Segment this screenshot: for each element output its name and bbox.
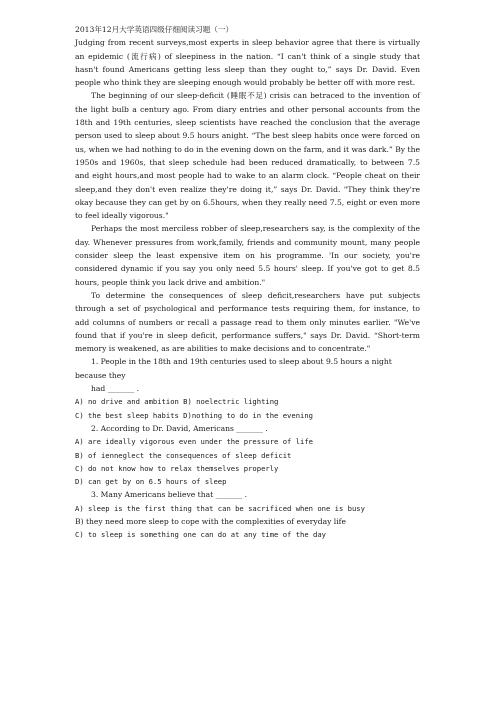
question-3-option-c: C) to sleep is something one can do at any time of the day [75, 530, 326, 540]
paragraph-4: To determine the consequences of sleep deficit,researchers have put subjects through a set of psychological and performance tests requiring them, for instance, to add columns of numbers or recall a passage read to them only minutes earlier. "We've found that if you're in sleep deficit, performance suffers," says Dr. David. “Short-term memory is weakened, as are abilities to make decisions and to concentrate." [75, 290, 420, 354]
question-2-option-b: B) of ienneglect the consequences of sleep deficit [75, 450, 292, 460]
question-1-option-line-1: A) no drive and ambition B) noelectric lighting [75, 397, 279, 407]
question-3-option-a: A) sleep is the first thing that can be sacrificed when one is busy [75, 503, 365, 513]
question-1-stem: 1. People in the 18th and 19th centuries used to sleep about 9.5 hours a night because they [75, 357, 392, 380]
question-3 [75, 488, 420, 541]
question-2 [75, 422, 420, 488]
question-1-option-line-2: C) the best sleep habits D)nothing to do in the evening [75, 410, 313, 420]
document-title: 2013年12月大学英语四级仔细阅读习题（一） [75, 25, 234, 34]
question-2-option-d: D) can get by on 6.5 hours of sleep [75, 477, 227, 487]
question-2-option-a: A) are ideally vigorous even under the pressure of life [75, 437, 313, 447]
paragraph-1: Judging from recent surveys,most experts in sleep behavior agree that there is virtually an epidemic (流行病) of sleepiness in the nation. “I can't think of a single study that hasn't found Americans getting less sleep than they ought to,” says Dr. David. Even people who think they are sleeping enough would probably be better off with more rest. [75, 38, 420, 88]
question-1 [75, 355, 420, 421]
question-3-stem: 3. Many Americans believe that _______ . [91, 490, 248, 500]
question-2-option-c: C) do not know how to relax themselves properly [75, 463, 279, 473]
paragraph-3: Perhaps the most merciless robber of sleep,researchers say, is the complexity of the day. Whenever pressures from work,family, friends and community mount, many people consider sleep the least expensive item on his programme. 'In our society, you're considered dynamic if you say you only need 5.5 hours' sleep. If you've got to get 8.5 hours, people think you lack drive and ambition." [75, 224, 420, 287]
question-3-option-b: B) they need more sleep to cope with the complexities of everyday life [75, 516, 346, 526]
question-1-stem-cont: had _______ . [91, 384, 140, 394]
question-2-stem: 2. According to Dr. David, Americans _______ . [91, 423, 268, 433]
document-body [75, 23, 420, 542]
paragraph-2: The beginning of our sleep-deficit (睡眠不足) crisis can betraced to the invention of the light bulb a century ago. From diary entries and other personal accounts from the 18th and 19th centuries, sleep scientists have reached the conclusion that the average person used to sleep about 9.5 hours anight. “The best sleep habits once were forced on us, when we had nothing to do in the evening down on the farm, and it was dark.” By the 1950s and 1960s, that sleep schedule had been reduced dramatically, to between 7.5 and eight hours,and most people had to wake to an alarm clock. “People cheat on their sleep,and they don't even realize they're doing it,” says Dr. David. "They think they're okay because they can get by on 6.5hours, when they really need 7.5, eight or even more to feel ideally vigorous." [75, 91, 420, 221]
